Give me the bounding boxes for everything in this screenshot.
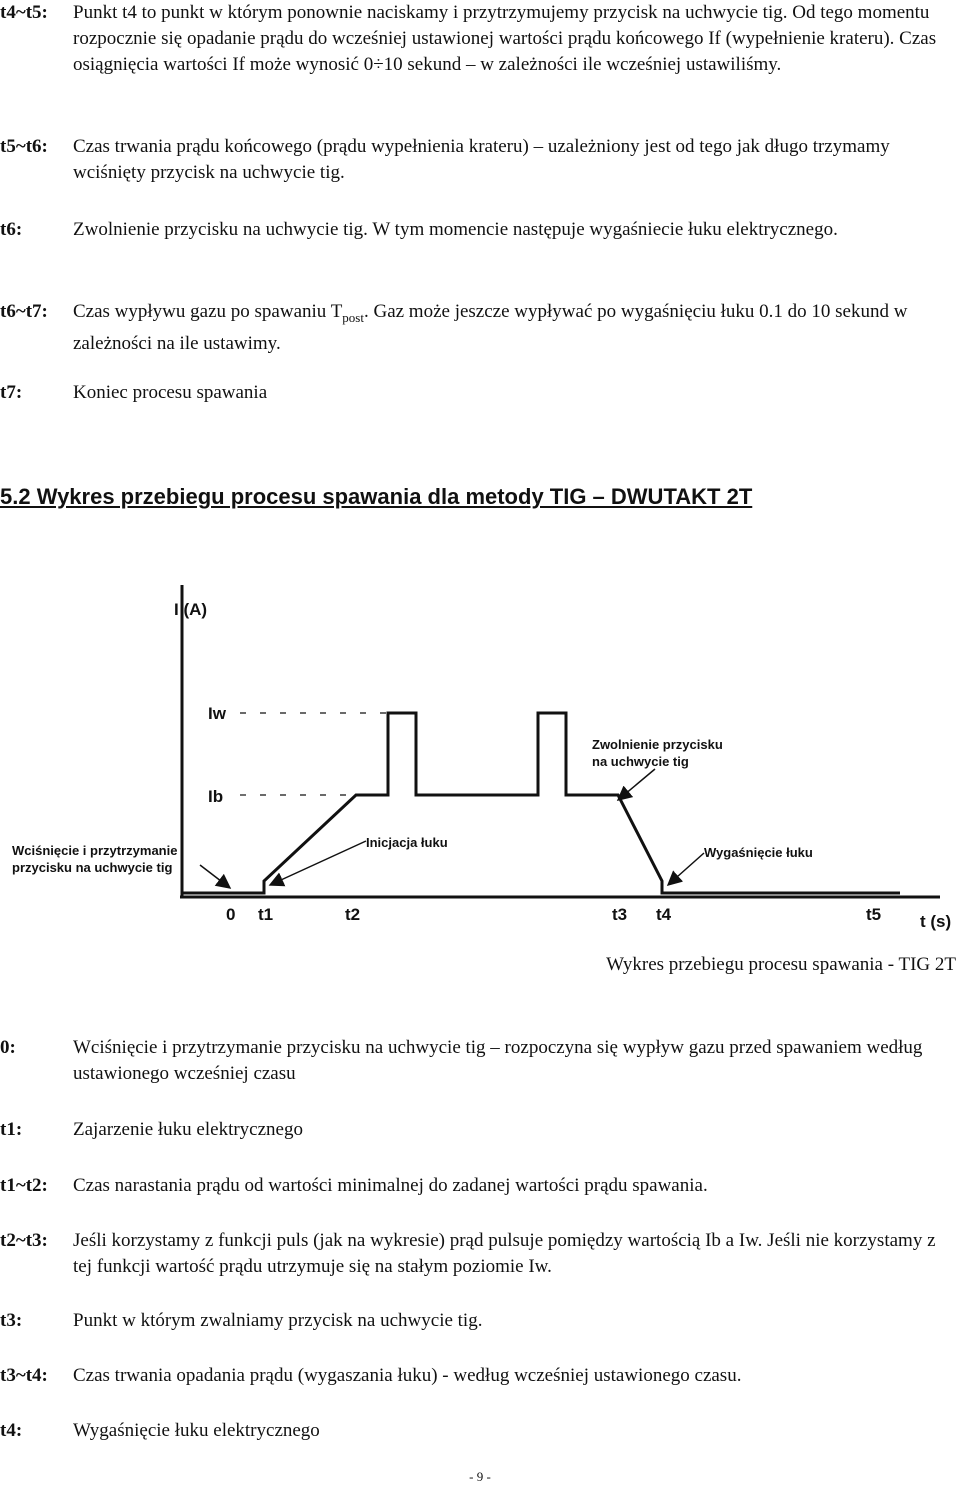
definition-t6 xyxy=(0,217,955,243)
x-tick: t3 xyxy=(612,905,628,924)
definition-text: Czas narastania prądu od wartości minimalnej do zadanej wartości prądu spawania. xyxy=(73,1175,708,1196)
definition-term: t4~t5: xyxy=(0,2,48,23)
definition-text: Punkt w którym zwalniamy przycisk na uchwycie tig. xyxy=(73,1310,483,1331)
annotation-press-pointer xyxy=(200,865,230,888)
definition-t6-t7 xyxy=(0,299,955,357)
definition-t4-t5 xyxy=(0,0,955,78)
definition-text: Jeśli korzystamy z funkcji puls (jak na wykresie) prąd pulsuje pomiędzy wartością Ib a Iw. Jeśli nie korzystamy z tej funkcji wartość prądu utrzymuje się na stałym poziomie Iw. xyxy=(73,1230,936,1277)
level-label-ib: Ib xyxy=(208,787,224,806)
definition-text: Punkt t4 to punkt w którym ponownie naciskamy i przytrzymujemy przycisk na uchwycie tig. Od tego momentu rozpocznie się opadanie prądu do wcześniej ustawionej wartości prądu końcowego If (wypełnienie krateru). Czas osiągnięcia wartości If może wynosić 0÷10 sekund – w zależności ile wcześniej ustawiliśmy. xyxy=(73,2,937,75)
annotation-extinction-pointer xyxy=(668,853,704,885)
definition-term: t6~t7: xyxy=(0,301,48,322)
definition-term: t7: xyxy=(0,382,23,403)
definition-text xyxy=(73,299,955,357)
definition-t5-t6 xyxy=(0,134,955,186)
annotation-release-line2: na uchwycie tig xyxy=(592,754,689,769)
subscript-post: post xyxy=(342,309,364,325)
definition-t2-t3 xyxy=(0,1228,955,1280)
annotation-release-pointer xyxy=(618,769,655,800)
definition-term: t4: xyxy=(0,1420,23,1441)
level-label-iw: Iw xyxy=(208,704,226,723)
x-tick: 0 xyxy=(226,905,236,924)
tig-2t-diagram xyxy=(0,585,960,945)
x-tick: t4 xyxy=(656,905,672,924)
definition-text: Koniec procesu spawania xyxy=(73,382,268,403)
definition-text: Czas trwania opadania prądu (wygaszania łuku) - według wcześniej ustawionego czasu. xyxy=(73,1365,742,1386)
definition-term: t3: xyxy=(0,1310,23,1331)
definition-t4 xyxy=(0,1418,955,1444)
annotation-release-line1: Zwolnienie przycisku xyxy=(592,737,723,752)
definition-text-part: Czas wypływu gazu po spawaniu T xyxy=(73,301,343,322)
definition-t3-t4 xyxy=(0,1363,955,1389)
annotation-press-line1: Wciśnięcie i przytrzymanie xyxy=(12,843,178,858)
definition-text: Czas trwania prądu końcowego (prądu wypełnienia krateru) – uzależniony jest od tego jak długo trzymamy wciśnięty przycisk na uchwycie tig. xyxy=(73,136,890,183)
definition-t7 xyxy=(0,380,955,406)
definition-text: Zwolnienie przycisku na uchwycie tig. W tym momencie następuje wygaśniecie łuku elektrycznego. xyxy=(73,219,838,240)
definition-term: t2~t3: xyxy=(0,1230,48,1251)
definition-text: Wygaśnięcie łuku elektrycznego xyxy=(73,1420,320,1441)
definition-t1 xyxy=(0,1117,955,1143)
definition-text-part: . Gaz może jeszcze wypływać po wygaśnięciu łuku 0.1 do 10 sekund w zależności na ile ustawimy. xyxy=(73,301,908,354)
y-axis-label: I (A) xyxy=(174,600,208,619)
current-waveform xyxy=(182,713,900,893)
definition-term: t1~t2: xyxy=(0,1175,48,1196)
definition-term: t5~t6: xyxy=(0,136,48,157)
figure-caption: Wykres przebiegu procesu spawania - TIG 2T xyxy=(606,954,956,975)
definition-term: t1: xyxy=(0,1119,23,1140)
definition-text: Zajarzenie łuku elektrycznego xyxy=(73,1119,303,1140)
annotation-ignition: Inicjacja łuku xyxy=(366,835,448,850)
definition-term: t6: xyxy=(0,219,23,240)
definition-t1-t2 xyxy=(0,1173,955,1199)
section-heading: 5.2 Wykres przebiegu procesu spawania dla metody TIG – DWUTAKT 2T xyxy=(0,484,753,509)
x-axis-label: t (s) xyxy=(920,912,952,931)
page-number: - 9 - xyxy=(469,1469,491,1484)
definition-term: t3~t4: xyxy=(0,1365,48,1386)
annotation-press-line2: przycisku na uchwycie tig xyxy=(12,860,173,875)
annotation-extinction: Wygaśnięcie łuku xyxy=(704,845,813,860)
definition-text: Wciśnięcie i przytrzymanie przycisku na uchwycie tig – rozpoczyna się wypływ gazu przed spawaniem według ustawionego wcześniej czasu xyxy=(73,1037,923,1084)
x-tick: t5 xyxy=(866,905,882,924)
definition-term: 0: xyxy=(0,1037,16,1058)
definition-0 xyxy=(0,1035,955,1087)
x-tick: t1 xyxy=(258,905,274,924)
definition-t3 xyxy=(0,1308,955,1334)
x-tick: t2 xyxy=(345,905,361,924)
